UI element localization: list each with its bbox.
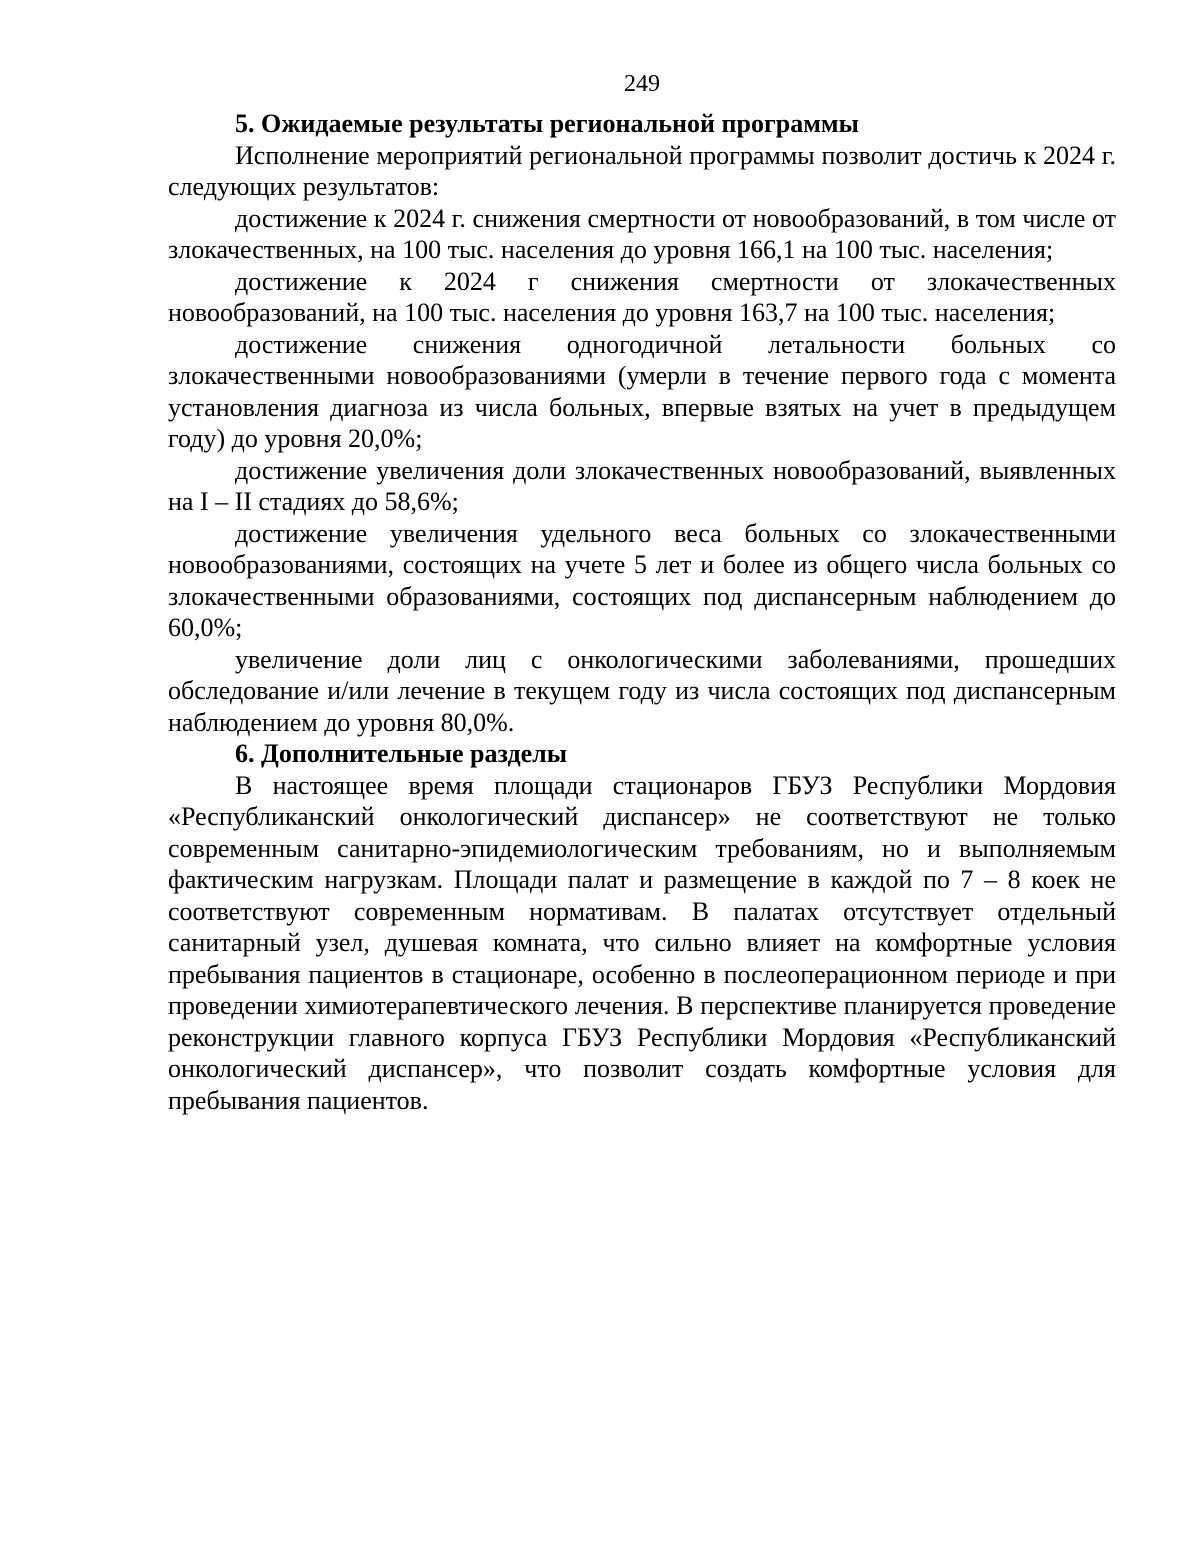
document-page — [168, 60, 1116, 1116]
section-6-paragraph: В настоящее время площади стационаров ГБУЗ Республики Мордовия «Республиканский онкологический диспансер» не соответствуют не только современным санитарно-эпидемиологическим требованиям, но и выполняемым фактическим нагрузкам. Площади палат и размещение в каждой по 7 – 8 коек не соответствуют современным нормативам. В палатах отсутствует отдельный санитарный узел, душевая комната, что сильно влияет на комфортные условия пребывания пациентов в стационаре, особенно в послеоперационном периоде и при проведении химиотерапевтического лечения. В перспективе планируется проведение реконструкции главного корпуса ГБУЗ Республики Мордовия «Республиканский онкологический диспансер», что позволит создать комфортные условия для пребывания пациентов. — [168, 770, 1116, 1115]
section-5-paragraph-malignant-mortality: достижение к 2024 г снижения смертности от злокачественных новообразований, на 100 тыс. населения до уровня 163,7 на 100 тыс. населения; — [168, 266, 1116, 327]
section-5-heading: 5. Ожидаемые результаты региональной программы — [235, 109, 859, 138]
section-5-paragraph-mortality: достижение к 2024 г. снижения смертности от новообразований, в том числе от злокачественных, на 100 тыс. населения до уровня 166,1 на 100 тыс. населения; — [168, 203, 1116, 264]
section-5-paragraph-intro: Исполнение мероприятий региональной программы позволит достичь к 2024 г. следующих результатов: — [168, 140, 1116, 201]
section-5-paragraph-five-year: достижение увеличения удельного веса больных со злокачественными новообразованиями, состоящих на учете 5 лет и более из общего числа больных со злокачественными образованиями, состоящих под диспансерным наблюдением до 60,0%; — [168, 518, 1116, 642]
section-6-heading: 6. Дополнительные разделы — [235, 739, 568, 768]
section-5-paragraph-examination: увеличение доли лиц с онкологическими заболеваниями, прошедших обследование и/или лечение в текущем году из числа состоящих под диспансерным наблюдением до уровня 80,0%. — [168, 644, 1116, 737]
section-5-paragraph-lethality: достижение снижения одногодичной летальности больных со злокачественными новообразованиями (умерли в течение первого года с момента установления диагноза из числа больных, впервые взятых на учет в предыдущем году) до уровня 20,0%; — [168, 329, 1116, 453]
page-number: 249 — [624, 71, 660, 97]
section-5-paragraph-early-detection: достижение увеличения доли злокачественных новообразований, выявленных на I – II стадиях до 58,6%; — [168, 455, 1116, 516]
